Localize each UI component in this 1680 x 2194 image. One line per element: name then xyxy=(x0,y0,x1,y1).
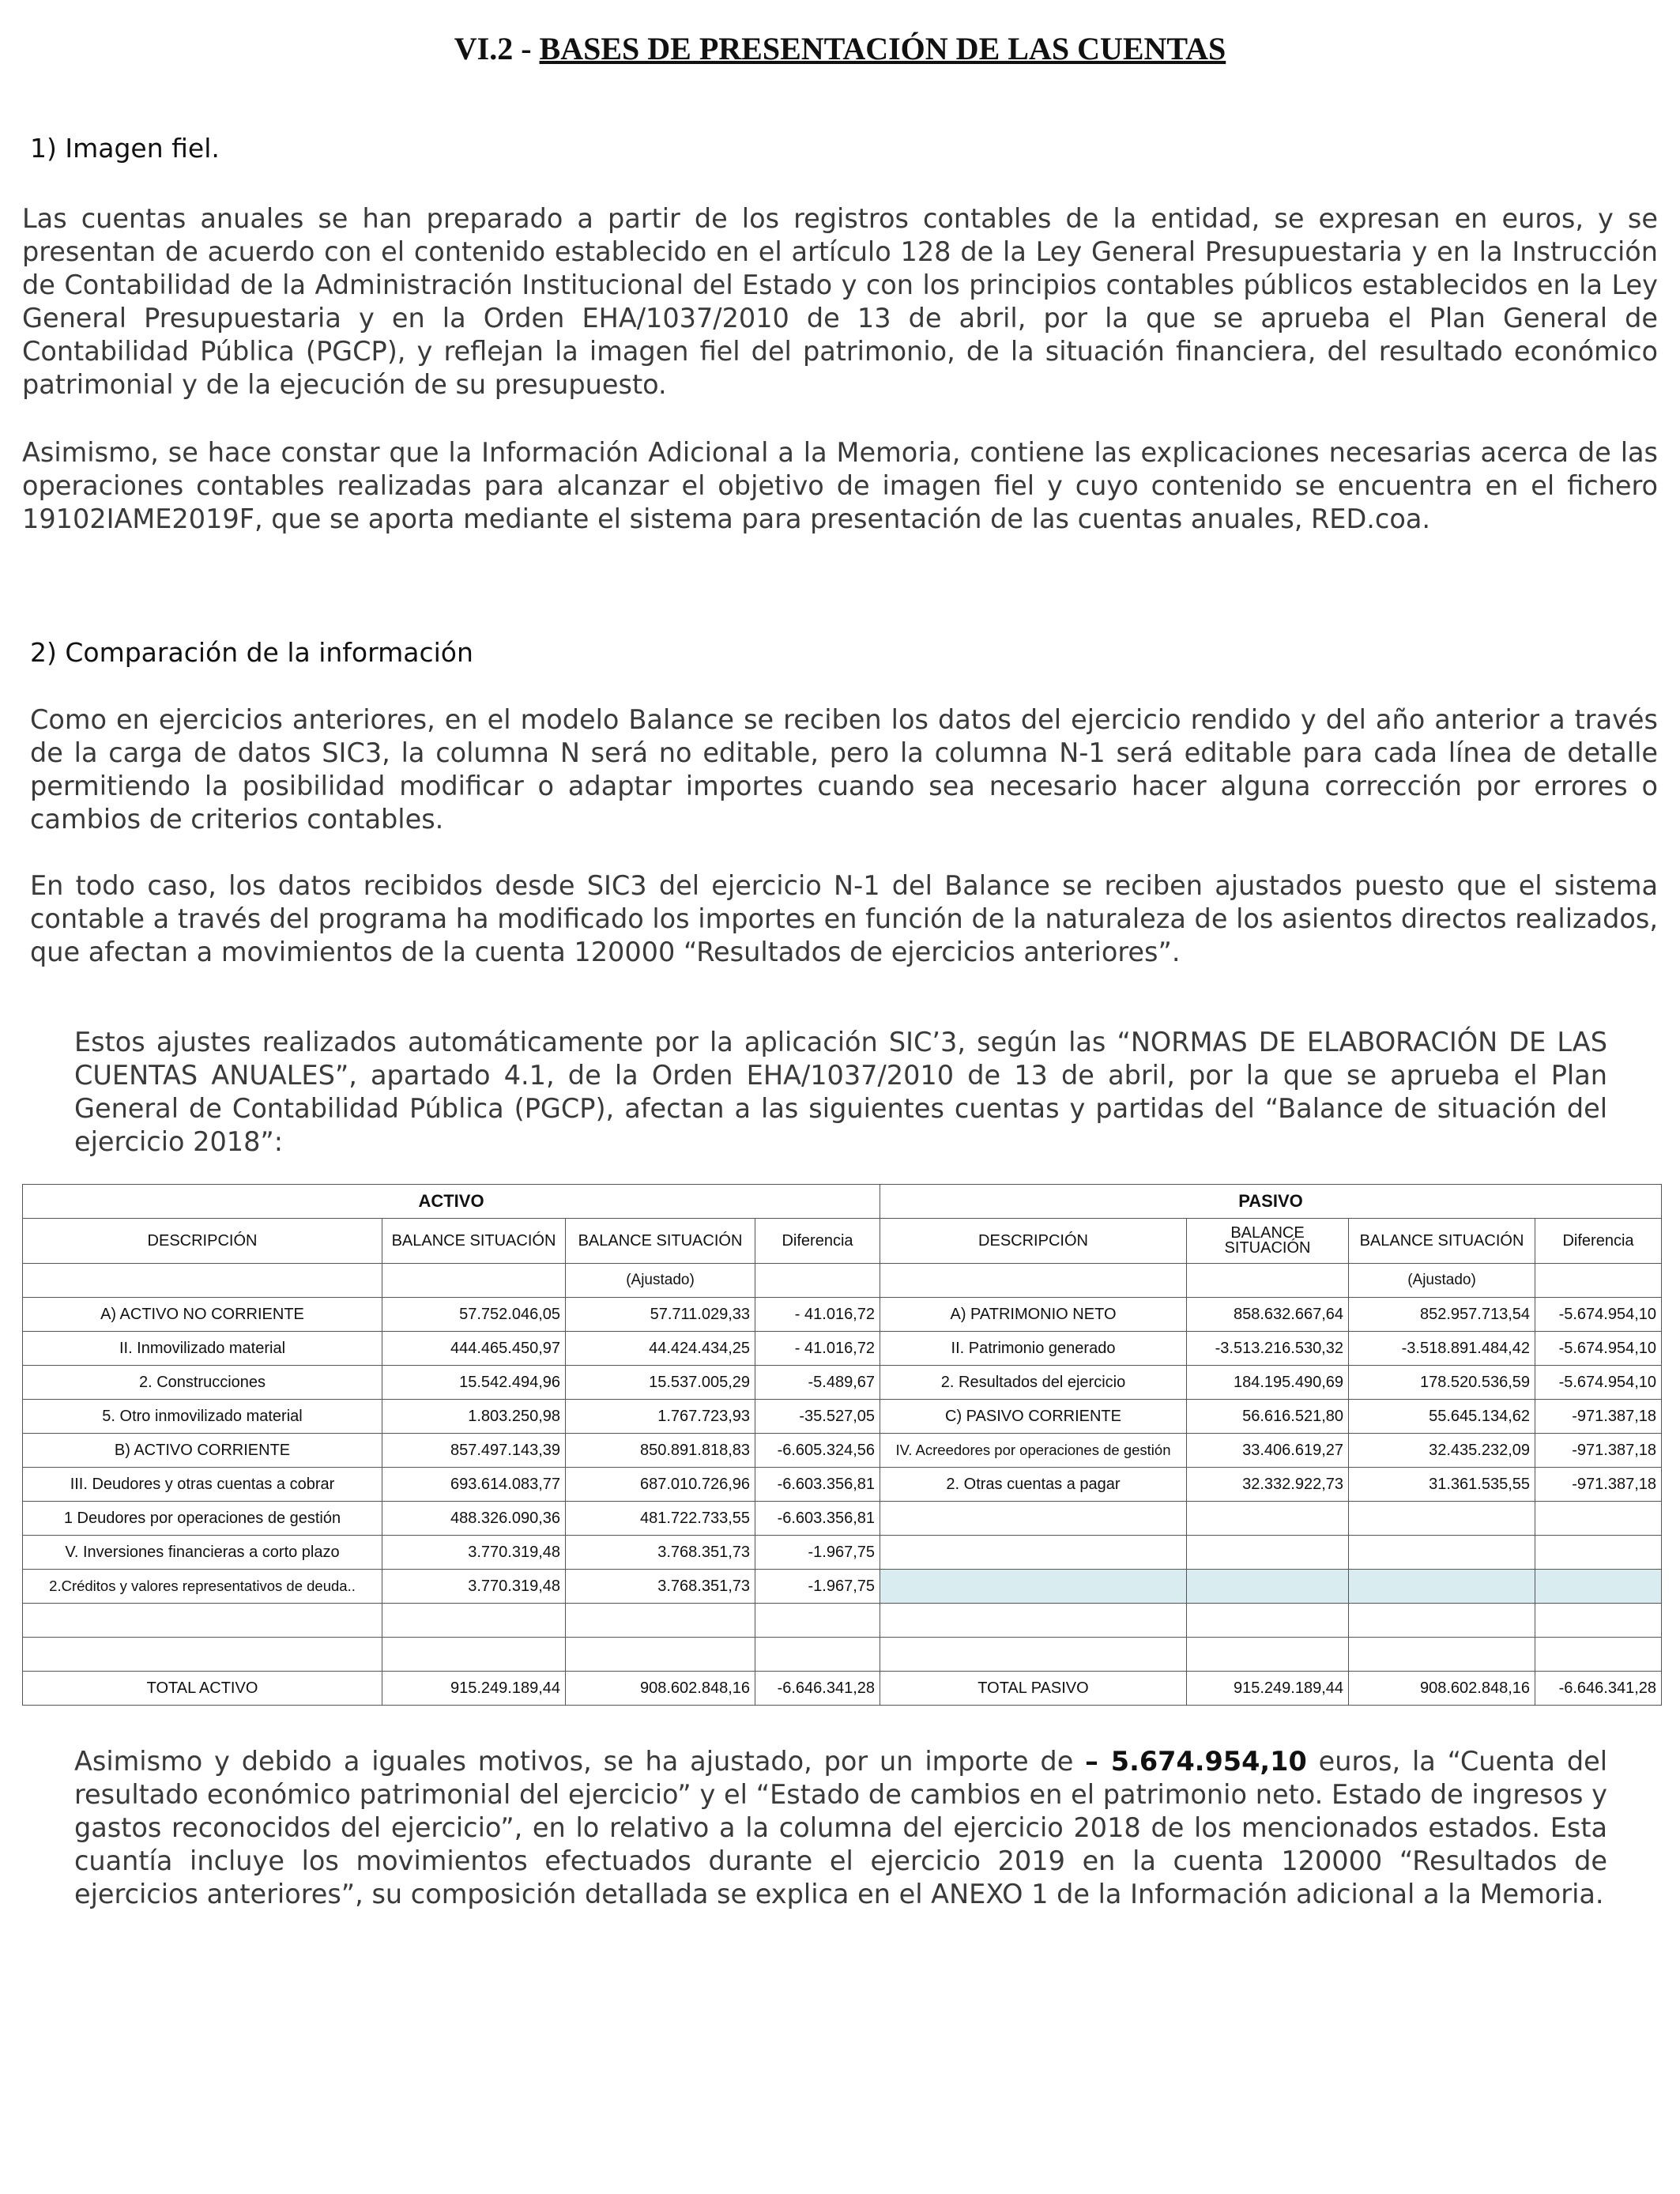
activo-balance: 3.770.319,48 xyxy=(382,1570,566,1604)
pasivo-diferencia: -5.674.954,10 xyxy=(1535,1298,1662,1332)
activo-diferencia: - 41.016,72 xyxy=(755,1332,880,1366)
activo-ajustado: 3.768.351,73 xyxy=(566,1536,755,1570)
paragraph-4-after: euros, la “Cuenta del resultado económico patrimonial del ejercicio” y el “Estado de cambios en el patrimonio neto. Estado de ingresos y gastos reconocidos del ejercicio”, en lo relativo a la columna del ejercicio 2018 de los mencionados estados. Esta cuantía incluye los movimientos efectuados durante el ejercicio 2019 en la cuenta 120000 “Resultados de ejercicios anteriores”, su composición detallada se explica en el ANEXO 1 de la Información adicional a la Memoria. xyxy=(74,1746,1607,1909)
pasivo-balance xyxy=(1187,1536,1349,1570)
table-header-row-1 xyxy=(23,1185,1662,1219)
col-header-balance-ajustado-pasivo: BALANCE SITUACIÓN xyxy=(1349,1219,1535,1264)
activo-ajustado: 850.891.818,83 xyxy=(566,1434,755,1468)
table-row xyxy=(23,1332,1662,1366)
pasivo-desc xyxy=(880,1502,1187,1536)
total-activo-balance: 915.249.189,44 xyxy=(382,1672,566,1706)
pasivo-ajustado: 32.435.232,09 xyxy=(1349,1434,1535,1468)
pasivo-diferencia: -971.387,18 xyxy=(1535,1468,1662,1502)
ajustado-label: (Ajustado) xyxy=(566,1264,755,1298)
pasivo-ajustado xyxy=(1349,1536,1535,1570)
col-header-descripcion: DESCRIPCIÓN xyxy=(23,1219,382,1264)
activo-desc: A) ACTIVO NO CORRIENTE xyxy=(23,1298,382,1332)
activo-balance: 3.770.319,48 xyxy=(382,1536,566,1570)
table-row xyxy=(23,1400,1662,1434)
pasivo-ajustado: 178.520.536,59 xyxy=(1349,1366,1535,1400)
activo-desc: B) ACTIVO CORRIENTE xyxy=(23,1434,382,1468)
balance-table xyxy=(22,1184,1662,1706)
activo-diferencia: -1.967,75 xyxy=(755,1536,880,1570)
table-row-empty xyxy=(23,1638,1662,1672)
activo-diferencia: -1.967,75 xyxy=(755,1570,880,1604)
pasivo-balance: 32.332.922,73 xyxy=(1187,1468,1349,1502)
activo-balance: 1.803.250,98 xyxy=(382,1400,566,1434)
pasivo-desc: II. Patrimonio generado xyxy=(880,1332,1187,1366)
activo-diferencia: -6.603.356,81 xyxy=(755,1502,880,1536)
pasivo-diferencia xyxy=(1535,1502,1662,1536)
table-row xyxy=(23,1468,1662,1502)
activo-desc: 2.Créditos y valores representativos de deuda.. xyxy=(23,1570,382,1604)
page-title xyxy=(0,30,1680,67)
table-row xyxy=(23,1502,1662,1536)
total-activo-diferencia: -6.646.341,28 xyxy=(755,1672,880,1706)
paragraph-4-before: Asimismo y debido a iguales motivos, se ha ajustado, por un importe de xyxy=(74,1746,1086,1777)
activo-desc: 2. Construcciones xyxy=(23,1366,382,1400)
pasivo-balance xyxy=(1187,1570,1349,1604)
pasivo-balance: 184.195.490,69 xyxy=(1187,1366,1349,1400)
pasivo-balance: -3.513.216.530,32 xyxy=(1187,1332,1349,1366)
pasivo-desc: C) PASIVO CORRIENTE xyxy=(880,1400,1187,1434)
balance-table-wrapper xyxy=(22,1184,1661,1706)
activo-desc: II. Inmovilizado material xyxy=(23,1332,382,1366)
pasivo-balance: 33.406.619,27 xyxy=(1187,1434,1349,1468)
activo-balance: 444.465.450,97 xyxy=(382,1332,566,1366)
pasivo-desc: 2. Resultados del ejercicio xyxy=(880,1366,1187,1400)
section-1-paragraph-1: Las cuentas anuales se han preparado a partir de los registros contables de la entidad, se expresan en euros, y se presentan de acuerdo con el contenido establecido en el artículo 128 de la Ley General Presupuestaria y en la Instrucción de Contabilidad de la Administración Institucional del Estado y con los principios contables públicos establecidos en la Ley General Presupuestaria y en la Orden EHA/1037/2010 de 13 de abril, por la que se aprueba el Plan General de Contabilidad Pública (PGCP), y reflejan la imagen fiel del patrimonio, de la situación financiera, del resultado económico patrimonial y de la ejecución de su presupuesto. xyxy=(22,203,1658,400)
activo-balance: 488.326.090,36 xyxy=(382,1502,566,1536)
table-total-row xyxy=(23,1672,1662,1706)
section-2-paragraph-1: Como en ejercicios anteriores, en el modelo Balance se reciben los datos del ejercicio rendido y del año anterior a través de la carga de datos SIC3, la columna N será no editable, pero la columna N-1 será editable para cada línea de detalle permitiendo la posibilidad modificar o adaptar importes cuando sea necesario hacer alguna corrección por errores o cambios de criterios contables. xyxy=(30,704,1658,835)
col-header-descripcion-pasivo: DESCRIPCIÓN xyxy=(880,1219,1187,1264)
section-1-paragraph-2: Asimismo, se hace constar que la Información Adicional a la Memoria, contiene las explicaciones necesarias acerca de las operaciones contables realizadas para alcanzar el objetivo de imagen fiel y cuyo contenido se encuentra en el fichero 19102IAME2019F, que se aporta mediante el sistema para presentación de las cuentas anuales, RED.coa. xyxy=(22,437,1658,534)
activo-ajustado: 1.767.723,93 xyxy=(566,1400,755,1434)
total-pasivo-balance: 915.249.189,44 xyxy=(1187,1672,1349,1706)
total-activo-ajustado: 908.602.848,16 xyxy=(566,1672,755,1706)
activo-balance: 57.752.046,05 xyxy=(382,1298,566,1332)
pasivo-ajustado: 55.645.134,62 xyxy=(1349,1400,1535,1434)
pasivo-diferencia xyxy=(1535,1570,1662,1604)
pasivo-desc: 2. Otras cuentas a pagar xyxy=(880,1468,1187,1502)
activo-desc: 1 Deudores por operaciones de gestión xyxy=(23,1502,382,1536)
pasivo-diferencia: -5.674.954,10 xyxy=(1535,1366,1662,1400)
activo-diferencia: -6.603.356,81 xyxy=(755,1468,880,1502)
pasivo-balance: 56.616.521,80 xyxy=(1187,1400,1349,1434)
section-2-paragraph-3: Estos ajustes realizados automáticamente por la aplicación SIC’3, según las “NORMAS DE ELABORACIÓN DE LAS CUENTAS ANUALES”, apartado 4.1, de la Orden EHA/1037/2010 de 13 de abril, por la que se aprueba el Plan General de Contabilidad Pública (PGCP), afectan a las siguientes cuentas y partidas del “Balance de situación del ejercicio 2018”: xyxy=(74,1027,1607,1157)
table-row xyxy=(23,1298,1662,1332)
pasivo-diferencia: -971.387,18 xyxy=(1535,1434,1662,1468)
title-prefix: VI.2 - xyxy=(454,31,540,66)
activo-ajustado: 15.537.005,29 xyxy=(566,1366,755,1400)
activo-ajustado: 687.010.726,96 xyxy=(566,1468,755,1502)
total-pasivo-label: TOTAL PASIVO xyxy=(880,1672,1187,1706)
activo-ajustado: 481.722.733,55 xyxy=(566,1502,755,1536)
section-2-paragraph-2: En todo caso, los datos recibidos desde SIC3 del ejercicio N-1 del Balance se reciben ajustados puesto que el sistema contable a través del programa ha modificado los importes en función de la naturaleza de los asientos directos realizados, que afectan a movimientos de la cuenta 120000 “Resultados de ejercicios anteriores”. xyxy=(30,870,1658,967)
activo-ajustado: 57.711.029,33 xyxy=(566,1298,755,1332)
pasivo-diferencia: -5.674.954,10 xyxy=(1535,1332,1662,1366)
ajustado-label-pasivo: (Ajustado) xyxy=(1349,1264,1535,1298)
pasivo-diferencia xyxy=(1535,1536,1662,1570)
col-header-balance-pasivo: BALANCE SITUACIÓN xyxy=(1187,1219,1349,1264)
pasivo-ajustado: 31.361.535,55 xyxy=(1349,1468,1535,1502)
table-row xyxy=(23,1536,1662,1570)
col-header-diferencia-pasivo: Diferencia xyxy=(1535,1219,1662,1264)
activo-balance: 693.614.083,77 xyxy=(382,1468,566,1502)
title-main: BASES DE PRESENTACIÓN DE LAS CUENTAS xyxy=(539,31,1226,66)
activo-header: ACTIVO xyxy=(23,1185,880,1219)
section-1-heading: 1) Imagen fiel. xyxy=(30,133,220,164)
pasivo-ajustado: -3.518.891.484,42 xyxy=(1349,1332,1535,1366)
pasivo-desc xyxy=(880,1536,1187,1570)
pasivo-desc: A) PATRIMONIO NETO xyxy=(880,1298,1187,1332)
table-row xyxy=(23,1434,1662,1468)
col-header-balance: BALANCE SITUACIÓN xyxy=(382,1219,566,1264)
pasivo-desc xyxy=(880,1570,1187,1604)
table-row-empty xyxy=(23,1604,1662,1638)
section-2-heading: 2) Comparación de la información xyxy=(30,637,473,668)
activo-diferencia: -5.489,67 xyxy=(755,1366,880,1400)
col-header-balance-ajustado: BALANCE SITUACIÓN xyxy=(566,1219,755,1264)
activo-diferencia: - 41.016,72 xyxy=(755,1298,880,1332)
activo-desc: 5. Otro inmovilizado material xyxy=(23,1400,382,1434)
pasivo-diferencia: -971.387,18 xyxy=(1535,1400,1662,1434)
paragraph-4-amount: – 5.674.954,10 xyxy=(1085,1746,1307,1777)
activo-ajustado: 3.768.351,73 xyxy=(566,1570,755,1604)
table-header-row-3 xyxy=(23,1264,1662,1298)
pasivo-ajustado xyxy=(1349,1570,1535,1604)
activo-desc: III. Deudores y otras cuentas a cobrar xyxy=(23,1468,382,1502)
pasivo-header: PASIVO xyxy=(880,1185,1662,1219)
table-row xyxy=(23,1366,1662,1400)
total-pasivo-diferencia: -6.646.341,28 xyxy=(1535,1672,1662,1706)
activo-diferencia: -35.527,05 xyxy=(755,1400,880,1434)
total-pasivo-ajustado: 908.602.848,16 xyxy=(1349,1672,1535,1706)
activo-balance: 15.542.494,96 xyxy=(382,1366,566,1400)
pasivo-ajustado xyxy=(1349,1502,1535,1536)
activo-balance: 857.497.143,39 xyxy=(382,1434,566,1468)
pasivo-balance xyxy=(1187,1502,1349,1536)
section-2-paragraph-4 xyxy=(74,1745,1607,1911)
pasivo-desc: IV. Acreedores por operaciones de gestión xyxy=(880,1434,1187,1468)
activo-diferencia: -6.605.324,56 xyxy=(755,1434,880,1468)
table-header-row-2 xyxy=(23,1219,1662,1264)
activo-ajustado: 44.424.434,25 xyxy=(566,1332,755,1366)
pasivo-ajustado: 852.957.713,54 xyxy=(1349,1298,1535,1332)
pasivo-balance: 858.632.667,64 xyxy=(1187,1298,1349,1332)
table-row xyxy=(23,1570,1662,1604)
total-activo-label: TOTAL ACTIVO xyxy=(23,1672,382,1706)
activo-desc: V. Inversiones financieras a corto plazo xyxy=(23,1536,382,1570)
col-header-diferencia: Diferencia xyxy=(755,1219,880,1264)
